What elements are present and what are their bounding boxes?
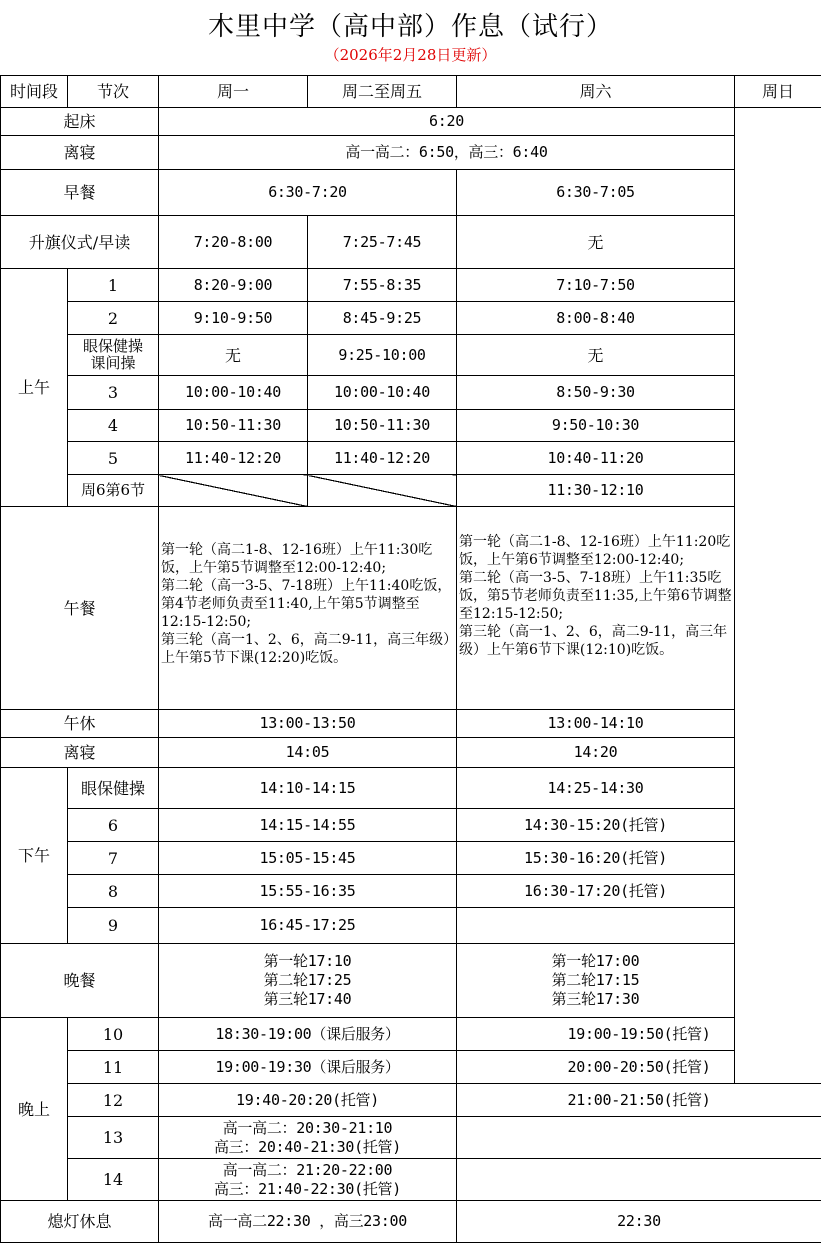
row-dinner <box>1 944 821 1018</box>
row-label: 午餐 <box>1 507 159 710</box>
row-period-5 <box>1 442 821 475</box>
time-cell: 14:10-14:15 <box>159 768 457 809</box>
row-label: 离寝 <box>1 136 159 170</box>
period-number: 眼保健操 课间操 <box>68 335 159 376</box>
schedule-table <box>0 75 821 1243</box>
time-cell <box>457 1117 821 1159</box>
row-leave-dorm-2 <box>1 738 821 768</box>
period-number: 周6第6节 <box>68 475 159 507</box>
row-period-3 <box>1 376 821 410</box>
time-cell: 8:45-9:25 <box>308 302 457 335</box>
period-number: 8 <box>68 875 159 908</box>
time-cell: 20:00-20:50(托管) <box>457 1051 821 1084</box>
header-sun: 周日 <box>735 76 821 108</box>
time-cell: 19:00-19:50(托管) <box>457 1018 821 1051</box>
time-cell <box>457 908 735 944</box>
time-cell: 16:45-17:25 <box>159 908 457 944</box>
header-sat: 周六 <box>457 76 735 108</box>
period-number: 2 <box>68 302 159 335</box>
group-label: 晚上 <box>1 1018 68 1201</box>
time-cell: 8:00-8:40 <box>457 302 735 335</box>
time-cell: 高一高二：20:30-21:10 高三：20:40-21:30(托管) <box>159 1117 457 1159</box>
row-label: 起床 <box>1 108 159 136</box>
time-cell: 15:05-15:45 <box>159 842 457 875</box>
header-period: 时间段 <box>1 76 68 108</box>
row-lights-out <box>1 1201 821 1243</box>
update-date: （2026年2月28日更新） <box>324 46 497 64</box>
row-period-14 <box>1 1159 821 1201</box>
row-period-8 <box>1 875 821 908</box>
row-wake <box>1 108 821 136</box>
row-leave-dorm <box>1 136 821 170</box>
header-mon: 周一 <box>159 76 308 108</box>
time-cell: 11:40-12:20 <box>159 442 308 475</box>
group-label: 上午 <box>1 269 68 507</box>
period-number: 6 <box>68 809 159 842</box>
time-cell: 高一高二22:30 ，高三23:00 <box>159 1201 457 1243</box>
time-cell: 22:30 <box>457 1201 821 1243</box>
time-cell: 11:30-12:10 <box>457 475 735 507</box>
sunday-empty <box>735 108 821 1084</box>
time-cell: 7:25-7:45 <box>308 216 457 269</box>
period-number: 11 <box>68 1051 159 1084</box>
time-cell: 6:20 <box>159 108 735 136</box>
time-cell: 6:30-7:20 <box>159 170 457 216</box>
time-cell: 21:00-21:50(托管) <box>457 1084 821 1117</box>
time-cell: 13:00-14:10 <box>457 710 735 738</box>
header-tue-fri: 周二至周五 <box>308 76 457 108</box>
time-cell: 9:50-10:30 <box>457 410 735 442</box>
period-number: 眼保健操 <box>68 768 159 809</box>
time-cell <box>457 1159 821 1201</box>
time-cell: 第一轮17:00 第二轮17:15 第三轮17:30 <box>457 944 735 1018</box>
time-cell: 14:25-14:30 <box>457 768 735 809</box>
row-period-13 <box>1 1117 821 1159</box>
group-label: 下午 <box>1 768 68 944</box>
row-period-6 <box>1 809 821 842</box>
row-period-2 <box>1 302 821 335</box>
row-eye-exercise <box>1 768 821 809</box>
row-period-12 <box>1 1084 821 1117</box>
row-period-10 <box>1 1018 821 1051</box>
time-cell: 13:00-13:50 <box>159 710 457 738</box>
time-cell: 6:30-7:05 <box>457 170 735 216</box>
time-cell: 7:10-7:50 <box>457 269 735 302</box>
time-cell: 14:05 <box>159 738 457 768</box>
time-cell: 高一高二：6:50，高三：6:40 <box>159 136 735 170</box>
lunch-note: 第一轮（高二1-8、12-16班）上午11:20吃饭，上午第6节调整至12:00-12:40; 第二轮（高一3-5、7-18班）上午11:35吃饭，第5节老师负责至11:35,上午第6节调整至12:15-12:50; 第三轮（高一1、2、6，高二9-11，高三年级）上午第6节下课(12:10)吃饭。 <box>457 507 735 710</box>
diagonal-slash-cell <box>159 475 308 507</box>
time-cell: 10:40-11:20 <box>457 442 735 475</box>
period-number: 10 <box>68 1018 159 1051</box>
row-label: 晚餐 <box>1 944 159 1018</box>
time-cell: 10:50-11:30 <box>308 410 457 442</box>
period-number: 4 <box>68 410 159 442</box>
row-nap <box>1 710 821 738</box>
time-cell: 10:00-10:40 <box>159 376 308 410</box>
time-cell: 11:40-12:20 <box>308 442 457 475</box>
time-cell: 16:30-17:20(托管) <box>457 875 735 908</box>
lunch-note: 第一轮（高二1-8、12-16班）上午11:30吃饭，上午第5节调整至12:00-12:40; 第二轮（高一3-5、7-18班）上午11:40吃饭，第4节老师负责至11:40,上午第5节调整至12:15-12:50; 第三轮（高一1、2、6，高二9-11，高三年级）上午第5节下课(12:20)吃饭。 <box>159 507 457 710</box>
page-title: 木里中学（高中部）作息（试行） <box>207 12 613 42</box>
time-cell: 14:15-14:55 <box>159 809 457 842</box>
time-cell: 7:55-8:35 <box>308 269 457 302</box>
time-cell: 无 <box>159 335 308 376</box>
time-cell: 14:30-15:20(托管) <box>457 809 735 842</box>
period-number: 12 <box>68 1084 159 1117</box>
row-label: 升旗仪式/早读 <box>1 216 159 269</box>
row-label: 离寝 <box>1 738 159 768</box>
row-period-1 <box>1 269 821 302</box>
time-cell: 9:10-9:50 <box>159 302 308 335</box>
time-cell: 8:50-9:30 <box>457 376 735 410</box>
time-cell: 无 <box>457 216 735 269</box>
time-cell: 19:00-19:30（课后服务） <box>159 1051 457 1084</box>
time-cell: 高一高二：21:20-22:00 高三：21:40-22:30(托管) <box>159 1159 457 1201</box>
period-number: 3 <box>68 376 159 410</box>
row-label: 熄灯休息 <box>1 1201 159 1243</box>
row-period-9 <box>1 908 821 944</box>
time-cell: 7:20-8:00 <box>159 216 308 269</box>
row-exercise <box>1 335 821 376</box>
period-number: 7 <box>68 842 159 875</box>
row-period-7 <box>1 842 821 875</box>
period-number: 1 <box>68 269 159 302</box>
time-cell: 8:20-9:00 <box>159 269 308 302</box>
row-sat-period-6 <box>1 475 821 507</box>
time-cell: 10:00-10:40 <box>308 376 457 410</box>
row-label: 午休 <box>1 710 159 738</box>
row-period-11 <box>1 1051 821 1084</box>
diagonal-slash-cell <box>308 475 457 507</box>
time-cell: 10:50-11:30 <box>159 410 308 442</box>
row-period-4 <box>1 410 821 442</box>
time-cell: 15:30-16:20(托管) <box>457 842 735 875</box>
time-cell: 第一轮17:10 第二轮17:25 第三轮17:40 <box>159 944 457 1018</box>
period-number: 14 <box>68 1159 159 1201</box>
period-number: 13 <box>68 1117 159 1159</box>
time-cell: 无 <box>457 335 735 376</box>
header-section: 节次 <box>68 76 159 108</box>
time-cell: 18:30-19:00（课后服务） <box>159 1018 457 1051</box>
time-cell: 14:20 <box>457 738 735 768</box>
period-number: 9 <box>68 908 159 944</box>
row-flag <box>1 216 821 269</box>
period-number: 5 <box>68 442 159 475</box>
row-breakfast <box>1 170 821 216</box>
row-label: 早餐 <box>1 170 159 216</box>
time-cell: 19:40-20:20(托管) <box>159 1084 457 1117</box>
time-cell: 15:55-16:35 <box>159 875 457 908</box>
time-cell: 9:25-10:00 <box>308 335 457 376</box>
row-lunch <box>1 507 821 710</box>
header-row <box>1 76 821 108</box>
